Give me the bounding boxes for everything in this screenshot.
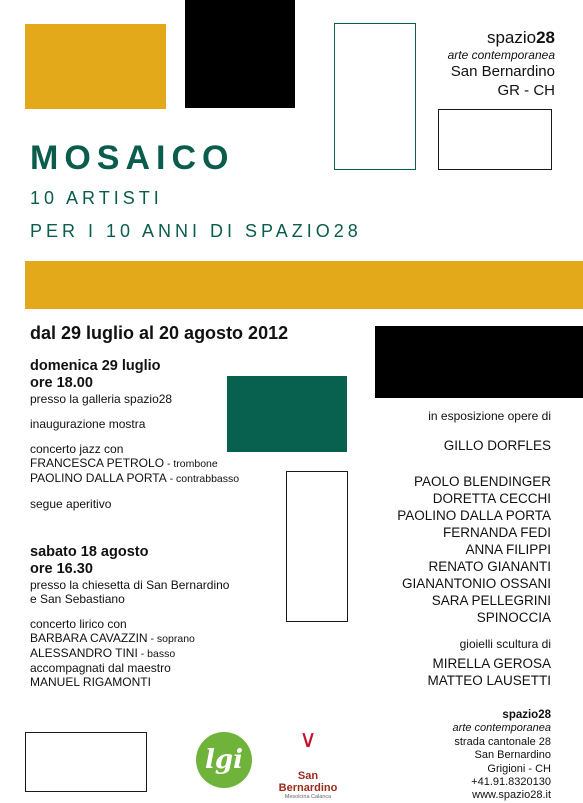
footer-subtitle: arte contemporanea (452, 722, 551, 735)
event1-place: presso la galleria spazio28 (30, 392, 173, 406)
featured-artist: GILLO DORFLES (443, 438, 551, 453)
san-bernardino-logo (268, 728, 348, 800)
event2-time: ore 16.30 (30, 561, 93, 577)
footer-address (453, 709, 551, 803)
footer-web: www.spazio28.it (472, 789, 551, 802)
exhibition-subtitle-2: PER I 10 ANNI DI SPAZIO28 (30, 221, 362, 241)
artist-item: GIANANTONIO OSSANI (401, 576, 551, 591)
event2-concert: concerto lirico con (30, 617, 127, 631)
exhibition-dates: dal 29 luglio al 20 agosto 2012 (30, 323, 289, 343)
artist-item: ANNA FILIPPI (465, 542, 551, 557)
outline-block-bottom-left (25, 732, 147, 792)
footer-street: strada cantonale 28 (454, 735, 551, 748)
artist-item: PAOLINO DALLA PORTA (397, 508, 551, 523)
footer-city: San Bernardino (474, 749, 551, 762)
outline-block-top-right (438, 109, 552, 170)
event1-day: domenica 29 luglio (30, 358, 161, 374)
event-opening (30, 358, 239, 511)
exhibition-intro: in esposizione opere di (428, 409, 551, 423)
brand-name: spazio28 (486, 28, 555, 47)
footer-phone: +41.91.8320130 (471, 776, 551, 789)
black-block-top (185, 0, 295, 108)
event1-performer2: PAOLINO DALLA PORTA - contrabbasso (30, 471, 240, 485)
event1-time: ore 18.00 (30, 375, 93, 391)
event2-performer2: ALESSANDRO TINI - basso (30, 646, 176, 660)
artist-item: DORETTA CECCHI (432, 491, 551, 506)
footer-region: Grigioni - CH (487, 762, 551, 775)
event1-opening: inaugurazione mostra (30, 417, 146, 431)
green-block-center (227, 376, 347, 452)
lgi-logo: lgi (196, 732, 252, 788)
artist-item: SPINOCCIA (476, 610, 551, 625)
event2-place2: e San Sebastiano (30, 592, 125, 606)
brand-subtitle: arte contemporanea (447, 48, 555, 63)
artist-item: PAOLO BLENDINGER (413, 474, 551, 489)
event2-performer1: BARBARA CAVAZZIN - soprano (30, 631, 195, 645)
artist-item: FERNANDA FEDI (442, 525, 551, 540)
brand-header (448, 27, 555, 101)
san-bernardino-logo-text: San Bernardino (278, 770, 338, 794)
location-line2: GR - CH (497, 82, 555, 99)
jewelry-artist-item: MIRELLA GEROSA (432, 656, 551, 671)
event2-accompanied: accompagnati dal maestro (30, 661, 171, 675)
outline-block-green-top (334, 23, 416, 170)
event2-place1: presso la chiesetta di San Bernardino (30, 578, 230, 592)
black-block-right (375, 326, 583, 398)
jewelry-artist-list (427, 655, 551, 689)
yellow-band-middle (25, 261, 583, 309)
location-line1: San Bernardino (450, 63, 555, 81)
event2-maestro: MANUEL RIGAMONTI (30, 675, 151, 689)
event-concert (30, 544, 229, 689)
event1-concert: concerto jazz con (30, 442, 124, 456)
artist-list (397, 473, 551, 626)
artist-item: SARA PELLEGRINI (431, 593, 551, 608)
outline-block-center (286, 471, 348, 622)
artist-item: RENATO GIANANTI (428, 559, 551, 574)
event1-performer1: FRANCESCA PETROLO - trombone (30, 456, 218, 470)
event2-day: sabato 18 agosto (30, 544, 149, 560)
san-bernardino-logo-subtext: Mesolcina Calanca (284, 794, 332, 800)
jewelry-artist-item: MATTEO LAUSETTI (427, 673, 551, 688)
chevron-logo-icon: ∨ (299, 726, 317, 753)
event1-after: segue aperitivo (30, 497, 112, 511)
exhibition-subtitle-1: 10 ARTISTI (30, 188, 163, 208)
exhibition-title: MOSAICO (30, 139, 235, 177)
footer-name: spazio28 (502, 709, 551, 721)
jewelry-intro: gioielli scultura di (459, 637, 551, 651)
yellow-block-top-left (25, 24, 166, 109)
